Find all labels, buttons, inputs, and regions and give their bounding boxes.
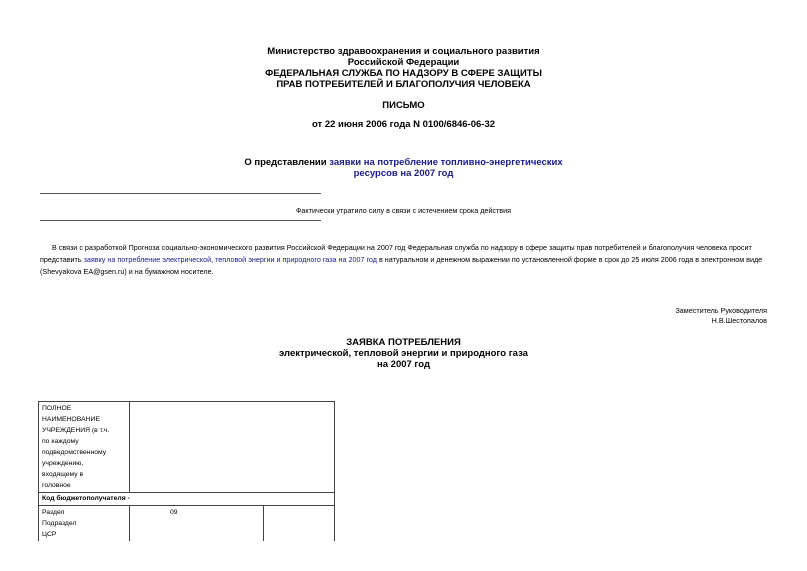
issuer-line-1: Министерство здравоохранения и социального развития [267,46,540,57]
form-title-main: ЗАЯВКА ПОТРЕБЛЕНИЯ [346,337,461,348]
doc-subject [0,157,807,179]
subject-link-cont[interactable]: ресурсов на 2007 год [353,168,454,179]
letter-body [40,242,770,278]
classification-values[interactable] [130,506,264,542]
signature-name: Н.В.Шестопалов [711,316,767,325]
form-subtitle-2: на 2007 год [377,359,430,370]
doc-type: ПИСЬМО [382,100,425,111]
classification-labels [39,506,130,542]
form-title [0,337,807,370]
row-value-section: 09 [170,509,178,516]
issuer-line-2: Российской Федерации [347,57,460,68]
divider-bottom [40,220,321,221]
row-label-section: Раздел [42,509,65,516]
divider-top [40,193,321,194]
row-label-csr: ЦСР [42,531,57,538]
status-note: Фактически утратило силу в связи с истечением срока действия [295,206,512,215]
body-part-1: В связи с разработкой Прогноза социально-экономического развития Российской Федерации на 2007 год Федеральная служба по надзору в сфере защиты прав потребителей и благополучия человека просит представить [40,243,752,264]
institution-name-value[interactable] [130,402,335,493]
request-form-table [38,401,335,541]
subject-prefix: О представлении [244,157,330,168]
form-subtitle-1: электрической, тепловой энергии и природного газа [279,348,528,359]
classification-extra[interactable] [264,506,335,542]
institution-name-label: ПОЛНОЕ НАИМЕНОВАНИЕ УЧРЕЖДЕНИЯ (в т.ч. по каждому подведомственному учреждению, входящему в головное [39,402,130,493]
row-label-subsection: Подраздел [42,520,77,527]
issuer-header [0,46,807,90]
doc-date: от 22 июня 2006 года N 0100/6846-06-32 [311,119,496,130]
issuer-line-3: ФЕДЕРАЛЬНАЯ СЛУЖБА ПО НАДЗОРУ В СФЕРЕ ЗАЩИТЫ [265,68,542,79]
budget-code-label: Код бюджетополучателя - [39,493,335,506]
subject-link[interactable]: заявки на потребление топливно-энергетических [329,157,563,168]
signature-position: Заместитель Руководителя [675,306,767,315]
signature-block [675,306,767,326]
issuer-line-4: ПРАВ ПОТРЕБИТЕЛЕЙ И БЛАГОПОЛУЧИЯ ЧЕЛОВЕКА [276,79,531,90]
body-link[interactable]: заявку на потребление электрической, тепловой энергии и природного газа на 2007 год [83,255,377,264]
body-part-2: в натуральном и денежном выражении по установленной форме в срок до 25 июля 2006 года в электронном виде (Shevyakova EA@gsen.ru) и на бумажном носителе. [40,255,763,276]
